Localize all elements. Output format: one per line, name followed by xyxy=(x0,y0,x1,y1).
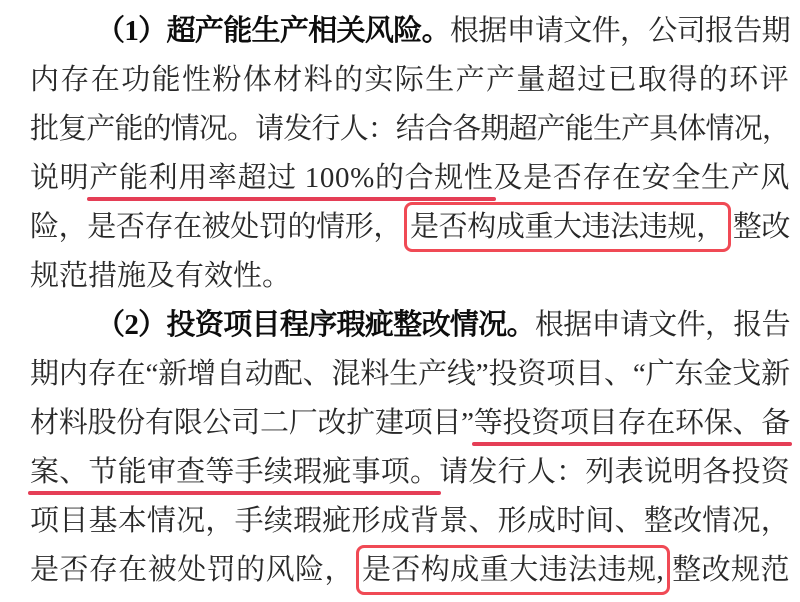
line-content xyxy=(30,554,790,586)
line-content xyxy=(30,113,790,145)
text-segment: 规范措施及有效性。 xyxy=(30,260,292,292)
line-content xyxy=(30,162,790,194)
underlined-highlight: 案、节能审查等手续瑕疵事项。 xyxy=(30,456,440,488)
section-heading: （1）超产能生产相关风险。 xyxy=(96,15,450,47)
text-line xyxy=(30,252,790,301)
text-segment: 根据申请文件，公司报告期 xyxy=(449,15,790,47)
line-content xyxy=(96,15,790,47)
text-line xyxy=(30,448,790,497)
underlined-highlight: 产能利用率超过 100%的合规性 xyxy=(89,162,494,194)
text-line xyxy=(30,301,790,350)
text-line xyxy=(30,497,790,546)
boxed-highlight: 是否构成重大违法违规, xyxy=(356,545,670,595)
text-segment: 整改 xyxy=(732,211,790,243)
text-segment: 说明 xyxy=(30,162,90,194)
text-segment: 项目基本情况，手续瑕疵形成背景、形成时间、整改情况， xyxy=(30,505,790,537)
line-content xyxy=(30,358,790,390)
line-content xyxy=(30,407,790,439)
text-segment: 批复产能的情况。请发行人：结合各期超产能生产具体情况， xyxy=(30,113,790,145)
text-segment: 是否存在被处罚的风险， xyxy=(30,554,354,586)
text-line xyxy=(30,7,790,56)
text-segment: 内存在功能性粉体材料的实际生产产量超过已取得的环评 xyxy=(30,64,790,96)
line-content xyxy=(30,456,790,488)
text-segment: 请发行人：列表说明各投资 xyxy=(439,456,790,488)
text-segment: 险，是否存在被处罚的情形， xyxy=(30,211,402,243)
text-line xyxy=(30,546,790,595)
boxed-highlight: 是否构成重大违法违规， xyxy=(404,202,731,252)
line-content xyxy=(30,211,790,243)
text-line xyxy=(30,399,790,448)
text-segment: 根据申请文件，报告 xyxy=(534,309,790,341)
text-segment: 材料股份有限公司二厂改扩建项目” xyxy=(30,407,474,439)
text-line xyxy=(30,56,790,105)
text-segment: 整改规范 xyxy=(672,554,790,586)
text-line xyxy=(30,203,790,252)
underlined-highlight: 等投资项目存在环保、备 xyxy=(473,407,790,439)
text-segment: 期内存在“新增自动配、混料生产线”投资项目、“广东金戈新 xyxy=(30,358,790,390)
section-heading: （2）投资项目程序瑕疵整改情况。 xyxy=(96,309,535,341)
text-line xyxy=(30,105,790,154)
text-line xyxy=(30,350,790,399)
line-content xyxy=(30,64,790,96)
line-content xyxy=(30,260,291,292)
text-segment: 及是否存在安全生产风 xyxy=(493,162,790,194)
line-content xyxy=(96,309,790,341)
line-content xyxy=(30,505,790,537)
text-line xyxy=(30,154,790,203)
